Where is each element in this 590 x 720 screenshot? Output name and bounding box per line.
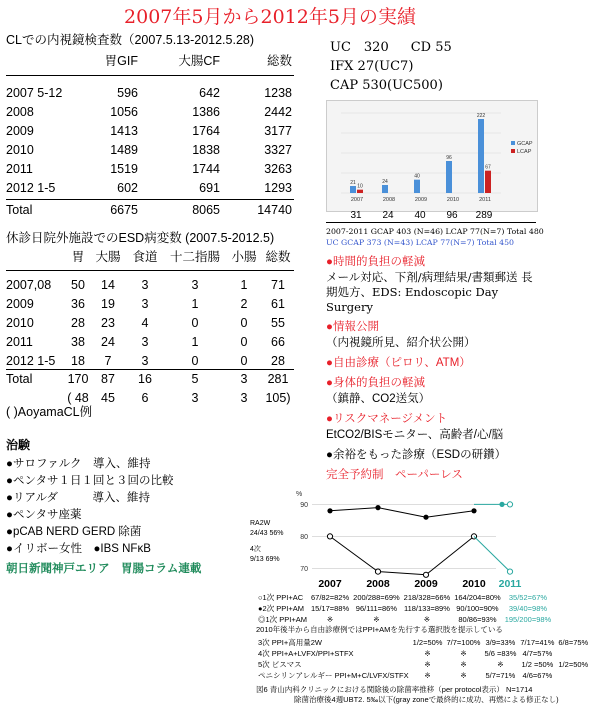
cell: 1489: [110, 143, 138, 157]
cell: ( 48: [67, 391, 89, 405]
cell: 4/7=57%: [522, 649, 553, 658]
legend-text: 9/13 69%: [250, 556, 280, 563]
cell: 1764: [192, 124, 220, 138]
x-tick-label: 2009: [414, 578, 438, 590]
cell: 39/40=98%: [508, 604, 548, 613]
x-tick-label: 2010: [462, 578, 486, 590]
y-tick-label: 80: [300, 533, 308, 541]
cell: 1/2=50%: [412, 638, 443, 647]
cell: 16: [138, 372, 152, 386]
esd-header-row: [6, 248, 294, 267]
cap-bar-chart: [327, 101, 537, 211]
hp-year-axis: [300, 578, 538, 590]
trial-item: ●pCAB NERD GERD 除菌: [6, 526, 142, 538]
cell: 0: [240, 335, 248, 349]
data-point: [327, 508, 332, 513]
table-row: [6, 370, 294, 389]
cell: 3: [191, 278, 199, 292]
total-row: [6, 201, 292, 220]
cell: 7/7=100%: [446, 638, 481, 647]
data-label: 10: [357, 183, 363, 190]
cell: 2442: [264, 105, 292, 119]
cell: 7: [104, 354, 112, 368]
policy-heading: ●自由診療（ピロリ、ATM）: [326, 357, 471, 369]
cell: 1: [191, 297, 199, 311]
cell: 105): [265, 391, 291, 405]
row-label: 2007 5-12: [6, 86, 63, 100]
cell: 87: [101, 372, 115, 386]
cell: 1: [240, 278, 248, 292]
cell: 23: [101, 316, 115, 330]
col-header: 胃: [71, 250, 85, 264]
bar: [382, 185, 388, 193]
cell: 1238: [264, 86, 292, 100]
y-tick-label: 90: [300, 501, 308, 509]
cell: 3: [240, 391, 248, 405]
caption-line: 2007-2011 GCAP 403 (N=46) LCAP 77(N=7) Total 480: [326, 227, 544, 236]
trials-list: [6, 456, 173, 558]
table-row: [6, 333, 294, 352]
policy-heading: ●時間的負担の軽減: [326, 256, 425, 268]
cell: 195/200=98%: [504, 615, 552, 624]
cell: 6675: [110, 203, 138, 217]
cell: 0: [240, 354, 248, 368]
cell: 200/288=69%: [353, 593, 400, 602]
legend-label: LCAP: [517, 149, 532, 155]
policy-block: [326, 254, 538, 483]
divider: [6, 75, 294, 76]
cell: 28: [71, 316, 85, 330]
data-label: 24: [382, 179, 388, 185]
row-label: 2008: [6, 105, 34, 119]
cell: 19: [101, 297, 115, 311]
data-point: [423, 515, 428, 520]
cell: 1386: [192, 105, 220, 119]
stat-cap: CAP 530(UC500): [330, 78, 443, 93]
row-label: 2012 1-5: [6, 354, 56, 368]
cell: 7/17=41%: [520, 638, 555, 647]
row-label: ◎1次 PPI+AM: [258, 615, 307, 624]
tick-label: 2011: [479, 197, 491, 203]
cell: 1/2=50%: [558, 660, 589, 669]
bar: [350, 186, 356, 193]
y-tick-label: 70: [300, 565, 308, 573]
total-label: 289: [475, 210, 493, 221]
cap-caption: [326, 226, 544, 248]
caption-line: UC GCAP 373 (N=43) LCAP 77(N=7) Total 450: [326, 238, 514, 247]
policy-body: （内視鏡所見、紹介状公開）: [326, 337, 476, 349]
stats-block: [330, 38, 452, 95]
trial-item: ●ペンタサ１日１回と３回の比較: [6, 475, 174, 487]
legend-swatch: [511, 141, 515, 145]
row-label: 2011: [6, 162, 33, 176]
endoscopy-header-row: [6, 52, 292, 71]
cell: 66: [271, 335, 285, 349]
bar: [357, 190, 363, 193]
cell: 1413: [110, 124, 138, 138]
bar: [485, 171, 491, 193]
cell: 14740: [257, 203, 292, 217]
cell: 3177: [264, 124, 292, 138]
policy-body: （鎮静、CO2送気）: [326, 393, 431, 405]
series-line-filled: [330, 508, 474, 518]
cell: ※: [424, 671, 431, 680]
hp-caption: 除菌治療後4週UBT2. 5‰以下(gray zoneで最終的に成功、再燃による修正なし): [294, 695, 559, 704]
x-tick-label: 2008: [366, 578, 390, 590]
cell: 1/2 =50%: [521, 660, 554, 669]
cell: 6/8=75%: [558, 638, 589, 647]
table-row: [6, 295, 294, 314]
cell: 2: [240, 297, 248, 311]
cell: 67/82=82%: [310, 593, 350, 602]
col-header: 大腸: [95, 250, 121, 264]
cell: 3263: [264, 162, 292, 176]
row-label: Total: [6, 372, 33, 386]
axis-unit: %: [296, 491, 303, 498]
hp-legend: [250, 519, 283, 565]
cell: 38: [71, 335, 85, 349]
cell: 45: [101, 391, 115, 405]
table-row: [256, 670, 590, 681]
cell: ※: [424, 660, 431, 669]
row-label: 2009: [6, 297, 34, 311]
cell: ※: [424, 649, 431, 658]
table-row: [6, 122, 292, 141]
cell: 1519: [110, 162, 138, 176]
data-point: [375, 505, 380, 510]
policy-heading: ●余裕をもった診療（ESDの研鑽）: [326, 449, 507, 461]
series-line-teal: [474, 536, 510, 571]
cell: 28: [271, 354, 285, 368]
policy-heading: ●身体的負担の軽減: [326, 377, 425, 389]
row-label: 5次 ビスマス: [258, 660, 302, 669]
cell: 691: [199, 181, 220, 195]
bar: [478, 119, 484, 193]
divider: [6, 270, 294, 271]
data-label: 21: [350, 180, 356, 186]
cell: 61: [271, 297, 285, 311]
x-tick-label: 2011: [498, 578, 522, 590]
endoscopy-total: [6, 201, 292, 220]
cell: 5/6 =83%: [484, 649, 517, 658]
cell: 170: [67, 372, 89, 386]
cell: ※: [460, 649, 467, 658]
legend-label: GCAP: [517, 141, 533, 147]
tick-label: 2008: [382, 197, 396, 203]
legend-swatch: [511, 149, 515, 153]
cell: 0: [191, 354, 199, 368]
row-label: 2010: [6, 143, 34, 157]
stat-ifx: IFX 27(UC7): [330, 59, 414, 74]
cell: 35/52=67%: [508, 593, 548, 602]
cell: 5: [191, 372, 199, 386]
cell: 15/17=88%: [310, 604, 350, 613]
cell: ※: [423, 615, 431, 624]
row-label: Total: [6, 203, 33, 217]
x-tick-label: 2007: [318, 578, 342, 590]
col-header: 十二指腸: [169, 250, 220, 264]
cap-chart-frame: [326, 100, 538, 212]
table-row: [6, 84, 292, 103]
column-series-note: 朝日新聞神戸エリア 胃腸コラム連載: [6, 563, 202, 575]
data-point: [423, 572, 428, 577]
bar: [414, 180, 420, 193]
trial-item: ●ペンタサ座薬: [6, 509, 82, 521]
cell: 1: [191, 335, 199, 349]
row-label: ●2次 PPI+AM: [258, 604, 305, 613]
data-label: 222: [476, 113, 486, 119]
cell: 1744: [192, 162, 220, 176]
slogan: 完全予約制 ペーパーレス: [326, 469, 463, 481]
col-header: 食道: [132, 250, 158, 264]
total-label: 40: [414, 210, 426, 221]
cell: 4/6=67%: [522, 671, 553, 680]
cell: 36: [71, 297, 85, 311]
series-line-open: [330, 536, 474, 574]
cell: 3: [240, 372, 248, 386]
table-row: [256, 659, 590, 670]
cell: ※: [460, 660, 467, 669]
policy-heading: ●情報公開: [326, 321, 379, 333]
row-label: 2011: [6, 335, 33, 349]
row-label: 2010: [6, 316, 34, 330]
cell: 118/133=89%: [403, 604, 450, 613]
data-point: [375, 569, 380, 574]
policy-heading: ●リスクマネージメント: [326, 413, 448, 425]
row-label: ○1次 PPI+AC: [258, 593, 304, 602]
row-label: 2007,08: [6, 278, 52, 292]
cell: ※: [326, 615, 334, 624]
table-row: [6, 141, 292, 160]
col-header: 大腸CF: [178, 54, 220, 68]
cell: 3: [141, 278, 149, 292]
tick-label: 2010: [446, 197, 460, 203]
esd-heading: 休診日院外施設でのESD病変数 (2007.5-2012.5): [6, 231, 275, 245]
table-row: [256, 603, 553, 614]
table-row: [256, 614, 553, 625]
cell: 218/328=66%: [403, 593, 451, 602]
cell: 3/9=33%: [485, 638, 516, 647]
endoscopy-body: [6, 84, 292, 198]
hp-table: [256, 592, 553, 625]
hp-table-block: [256, 592, 589, 705]
cell: 71: [271, 278, 285, 292]
legend-text: 4次: [250, 546, 261, 553]
cell: 90/100=90%: [456, 604, 499, 613]
bar: [446, 161, 452, 193]
cell: 96/111=86%: [355, 604, 398, 613]
data-point: [499, 502, 504, 507]
stat-cd: CD 55: [410, 40, 452, 55]
stat-uc: UC 320: [330, 40, 389, 55]
cell: 1293: [264, 181, 292, 195]
cap-totals-row: [326, 210, 536, 222]
row-label: 2012 1-5: [6, 181, 56, 195]
cell: 3: [141, 335, 149, 349]
esd-note: ( )AoyamaCL例: [6, 405, 93, 419]
cell: 281: [267, 372, 289, 386]
data-point: [327, 534, 332, 539]
divider: [6, 199, 294, 200]
total-label: 24: [382, 210, 394, 221]
esd-body: [6, 276, 294, 371]
cell: 5/7=71%: [485, 671, 516, 680]
hp-caption: 図6 青山内科クリニックにおける関除後の除菌率推移（per protocol表示） N=1714: [256, 685, 533, 694]
col-header: 胃GIF: [104, 54, 138, 68]
col-header: 総数: [265, 250, 291, 264]
cell: 80/86=93%: [458, 615, 497, 624]
cell: ※: [373, 615, 380, 624]
cell: 164/204=80%: [454, 593, 501, 602]
row-label: ペニシリンアレルギー PPI+M+C/LVFX/STFX: [258, 671, 409, 680]
legend-text: RA2W: [250, 520, 271, 527]
cell: 3327: [264, 143, 292, 157]
data-point: [471, 508, 476, 513]
cell: 1056: [110, 105, 138, 119]
col-header: 小腸: [231, 250, 257, 264]
cell: 596: [117, 86, 138, 100]
tick-label: 2007: [350, 197, 364, 203]
cell: 3: [141, 297, 149, 311]
data-point: [507, 502, 512, 507]
cell: 602: [117, 181, 138, 195]
table-row: [6, 179, 292, 198]
hp-note: 2010年後半から自由診療例ではPPI+AMを先行する選択肢を提示している: [256, 625, 503, 634]
data-label: 67: [485, 164, 491, 171]
table-row: [256, 648, 590, 659]
table-row: [6, 103, 292, 122]
cell: 6: [141, 391, 149, 405]
total-label: 96: [446, 210, 458, 221]
divider: [326, 222, 536, 223]
table-row: [6, 160, 292, 179]
endoscopy-heading: CLでの内視鏡検査数（2007.5.13-2012.5.28): [6, 33, 255, 47]
trial-item: ●サロファルク 導入、維持: [6, 458, 151, 470]
row-label: 2009: [6, 124, 34, 138]
total-label: 31: [350, 210, 362, 221]
cell: 14: [101, 278, 115, 292]
legend-text: 24/43 56%: [250, 530, 284, 537]
cell: 3: [191, 391, 199, 405]
trial-item: ●イリボー女性 ●IBS NFκB: [6, 543, 151, 555]
table-row: [6, 314, 294, 333]
cell: ※: [460, 671, 467, 680]
data-label: 96: [446, 155, 452, 161]
cell: 0: [191, 316, 199, 330]
cell: 50: [71, 278, 85, 292]
row-label: 4次 PPI+A+LVFX/PPI+STFX: [258, 649, 354, 658]
endoscopy-table: [6, 52, 292, 71]
data-point: [507, 569, 512, 574]
tick-label: 2009: [414, 197, 428, 203]
cell: 0: [240, 316, 248, 330]
col-header: 総数: [266, 54, 292, 68]
page-title: 2007年5月から2012年5月の実績: [124, 6, 416, 28]
cell: 24: [101, 335, 115, 349]
table-row: [256, 592, 553, 603]
cell: 8065: [192, 203, 220, 217]
cell: 3: [141, 354, 149, 368]
row-label: 3次 PPI+高用量2W: [258, 638, 322, 647]
cell: 1838: [192, 143, 220, 157]
policy-body: メール対応、下剤/病理結果/書類郵送 長期処方、EDS: Endoscopic Day Surgery: [326, 270, 533, 314]
data-label: 40: [414, 173, 420, 180]
cell: 55: [271, 316, 285, 330]
table-row: [6, 276, 294, 295]
cell: ※: [497, 660, 504, 669]
hp-table-2: [256, 637, 590, 681]
esd-header: [6, 248, 294, 267]
table-row: [256, 637, 590, 648]
policy-body: EtCO2/BISモニター、高齢者/心/脳: [326, 429, 504, 441]
cell: 642: [199, 86, 220, 100]
trial-item: ●リアルダ 導入、維持: [6, 492, 151, 504]
cell: 4: [141, 316, 149, 330]
trials-heading: 治験: [6, 438, 31, 452]
cell: 18: [71, 354, 85, 368]
